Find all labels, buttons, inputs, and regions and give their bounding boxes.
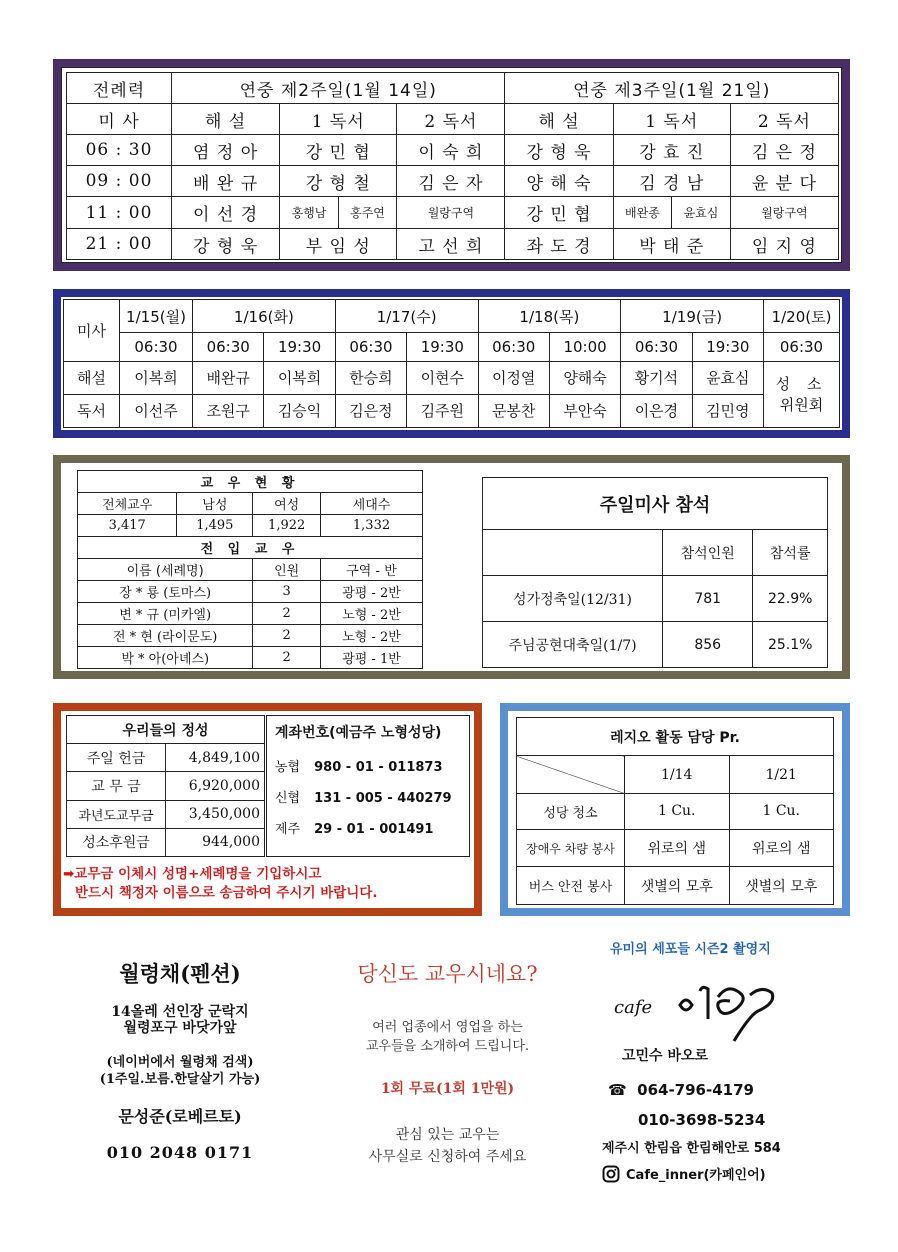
offering-label: 과년도교무금 <box>67 800 166 828</box>
attendance-corner <box>483 530 663 576</box>
assignee: 황기석 <box>621 361 692 394</box>
offering-amount: 3,450,000 <box>166 800 265 828</box>
activity-assignee: 1 Cu. <box>729 794 834 830</box>
mass-time: 06 : 30 <box>67 135 172 166</box>
time-header: 06:30 <box>621 333 692 362</box>
activity-assignee: 샛별의 모후 <box>729 867 834 905</box>
attendance-rate: 25.1% <box>753 622 828 668</box>
attendance-header: 참석률 <box>753 530 828 576</box>
table-row <box>67 772 265 800</box>
sat-line-1: 성 소 <box>775 375 828 394</box>
week2-header: 연중 제2주일(1월 14일) <box>172 73 505 104</box>
time-header: 10:00 <box>549 333 620 362</box>
sunday-schedule-table <box>66 72 839 260</box>
table-row <box>517 794 834 830</box>
assignee: 좌 도 경 <box>505 229 613 260</box>
cafe-logo <box>600 961 840 1043</box>
role-header: 해 설 <box>172 104 280 135</box>
table-row <box>67 166 839 197</box>
account-row <box>275 818 461 837</box>
offerings-table <box>66 715 265 857</box>
row-label: 독서 <box>64 394 120 427</box>
offering-amount: 944,000 <box>166 828 265 856</box>
time-header: 19:30 <box>264 333 335 362</box>
status-value: 1,332 <box>321 515 423 537</box>
time-header: 19:30 <box>692 333 763 362</box>
role-header: 2 독서 <box>397 104 505 135</box>
sunday-schedule-panel <box>53 59 850 271</box>
attendance-header: 참석인원 <box>663 530 753 576</box>
parishioner-status-table <box>77 470 423 669</box>
account-number: 29 - 01 - 001491 <box>314 822 434 837</box>
intro-line: 교우들을 소개하여 드립니다. <box>365 1039 530 1054</box>
assignee: 강 형 욱 <box>172 229 280 260</box>
assignee: 김 은 정 <box>730 135 838 166</box>
liturgical-calendar-header: 전례력 <box>67 73 172 104</box>
assignee: 김민영 <box>692 394 763 427</box>
table-row <box>78 581 423 603</box>
weekday-schedule-panel <box>53 289 850 438</box>
table-row <box>78 647 423 669</box>
legio-corner <box>517 756 625 794</box>
activity-assignee: 샛별의 모후 <box>625 867 730 905</box>
legio-table <box>516 717 834 905</box>
assignee: 이복희 <box>120 361 193 394</box>
cafe-phone-number: 064-796-4179 <box>637 1081 754 1099</box>
assignee: 강 민 협 <box>280 135 397 166</box>
table-row <box>78 625 423 647</box>
assignee: 고 선 희 <box>397 229 505 260</box>
legio-panel <box>500 703 850 916</box>
attendance-title: 주일미사 참석 <box>483 478 828 530</box>
assignee: 임 지 영 <box>730 229 838 260</box>
attendance-rate: 22.9% <box>753 576 828 622</box>
assignee: 박 태 준 <box>613 229 730 260</box>
assignee: 부안숙 <box>549 394 620 427</box>
activity-label: 장애우 차량 봉사 <box>517 829 625 867</box>
activity-assignee: 1 Cu. <box>625 794 730 830</box>
activity-assignee: 위로의 샘 <box>625 829 730 867</box>
pension-line: (네이버에서 월령채 검색) <box>106 1055 254 1070</box>
cafe-ad <box>600 938 840 1183</box>
business-intro-ad <box>315 958 580 1168</box>
assignee: 조원구 <box>193 394 264 427</box>
table-row <box>517 867 834 905</box>
transfer-header: 인원 <box>253 559 321 581</box>
status-header: 전체교우 <box>78 493 177 515</box>
intro-line: 관심 있는 교우는 <box>395 1127 500 1143</box>
pension-line: 14올레 선인장 군락지 <box>111 1004 249 1020</box>
transfer-header: 구역 - 반 <box>321 559 423 581</box>
assignee: 강 효 진 <box>613 135 730 166</box>
role-header: 1 독서 <box>613 104 730 135</box>
cafe-tagline: 유미의 세포들 시즌2 촬영지 <box>610 942 771 957</box>
assignee <box>280 197 397 229</box>
transfer-name: 장 * 룡 (토마스) <box>78 581 253 603</box>
offering-amount: 6,920,000 <box>166 772 265 800</box>
table-row <box>67 135 839 166</box>
assignee: 이정열 <box>478 361 549 394</box>
mass-time: 09 : 00 <box>67 166 172 197</box>
assignee: 배완종 <box>614 197 672 228</box>
offerings-title: 우리들의 정성 <box>67 716 265 744</box>
attendance-event: 성가정축일(12/31) <box>483 576 663 622</box>
cafe-address: 제주시 한림읍 한림해안로 584 <box>602 1141 781 1156</box>
transfer-district: 광평 - 2반 <box>321 581 423 603</box>
assignee: 윤효심 <box>692 361 763 394</box>
mass-label: 미 사 <box>67 104 172 135</box>
transfer-count: 3 <box>253 581 321 603</box>
attendance-count: 781 <box>663 576 753 622</box>
table-row <box>78 603 423 625</box>
intro-line: 사무실로 신청하여 주세요 <box>368 1149 527 1165</box>
day-header: 1/19(금) <box>621 300 764 333</box>
transfer-title: 전 입 교 우 <box>78 537 423 559</box>
bank-name: 제주 <box>275 822 301 837</box>
table-row <box>483 576 828 622</box>
transfer-district: 노형 - 2반 <box>321 603 423 625</box>
assignee: 홍주연 <box>350 206 385 220</box>
assignee: 부 임 성 <box>280 229 397 260</box>
table-row <box>483 622 828 668</box>
activity-label: 버스 안전 봉사 <box>517 867 625 905</box>
assignee: 강 형 철 <box>280 166 397 197</box>
bank-name: 농협 <box>275 760 301 775</box>
account-row <box>275 787 461 806</box>
assignee: 이복희 <box>264 361 335 394</box>
transfer-count: 2 <box>253 625 321 647</box>
assignee: 염 정 아 <box>172 135 280 166</box>
account-number: 980 - 01 - 011873 <box>314 760 443 775</box>
pension-ad <box>60 958 300 1162</box>
offering-label: 교 무 금 <box>67 772 166 800</box>
account-number: 131 - 005 - 440279 <box>314 791 452 806</box>
legio-date: 1/21 <box>729 756 834 794</box>
transfer-name: 변 * 규 (미카엘) <box>78 603 253 625</box>
assignee: 김주원 <box>407 394 478 427</box>
assignee: 이선주 <box>120 394 193 427</box>
time-header: 06:30 <box>764 333 840 362</box>
intro-price: 1회 무료(1회 1만원) <box>380 1081 515 1097</box>
offering-amount: 4,849,100 <box>166 744 265 772</box>
bank-name: 신협 <box>275 791 301 806</box>
parish-status-panel <box>53 455 850 679</box>
instagram-handle: Cafe_inner(카페인어) <box>626 1168 766 1183</box>
day-header: 1/15(월) <box>120 300 193 333</box>
cafe-logo-mark <box>600 961 800 1043</box>
status-value: 3,417 <box>78 515 177 537</box>
assignee: 한승희 <box>335 361 406 394</box>
mass-label: 미사 <box>64 300 120 362</box>
pension-title: 월령채(펜션) <box>119 961 241 986</box>
time-header: 06:30 <box>335 333 406 362</box>
saturday-vocation-committee <box>764 361 840 427</box>
assignee: 이현수 <box>407 361 478 394</box>
table-row <box>67 800 265 828</box>
pension-owner: 문성준(로베르토) <box>118 1107 242 1126</box>
day-header: 1/20(토) <box>764 300 840 333</box>
table-row <box>64 361 840 394</box>
bank-accounts-box <box>266 715 470 857</box>
table-row <box>517 829 834 867</box>
intro-title: 당신도 교우시네요? <box>357 962 538 986</box>
assignee: 양해숙 <box>549 361 620 394</box>
pension-line: (1주일.보름.한달살기 가능) <box>99 1072 261 1087</box>
status-value: 1,922 <box>253 515 321 537</box>
time-header: 06:30 <box>193 333 264 362</box>
cafe-mobile: 010-3698-5234 <box>638 1111 766 1129</box>
role-header: 1 독서 <box>280 104 397 135</box>
account-row <box>275 756 461 775</box>
time-header: 06:30 <box>478 333 549 362</box>
assignee: 윤효심 <box>683 206 719 220</box>
assignee: 강 형 욱 <box>505 135 613 166</box>
assignee: 강 민 협 <box>505 197 613 229</box>
assignee: 양 해 숙 <box>505 166 613 197</box>
activity-assignee: 위로의 샘 <box>729 829 834 867</box>
notice-line-2: 반드시 책정자 이름으로 송금하여 주시기 바랍니다. <box>75 885 378 901</box>
assignee: 배완규 <box>193 361 264 394</box>
time-header: 19:30 <box>407 333 478 362</box>
status-title: 교 우 현 황 <box>78 471 423 493</box>
transfer-district: 노형 - 2반 <box>321 625 423 647</box>
day-header: 1/18(목) <box>478 300 621 333</box>
assignee: 월랑구역 <box>730 197 838 229</box>
status-header: 여성 <box>253 493 321 515</box>
status-value: 1,495 <box>177 515 253 537</box>
table-row <box>64 394 840 427</box>
cafe-phone <box>608 1081 840 1099</box>
pension-phone: 010 2048 0171 <box>106 1143 254 1162</box>
table-row <box>67 744 265 772</box>
phone-icon: ☎ <box>608 1081 627 1099</box>
assignee <box>613 197 730 229</box>
attendance-count: 856 <box>663 622 753 668</box>
assignee: 윤 분 다 <box>730 166 838 197</box>
transfer-name: 전 * 현 (라이문도) <box>78 625 253 647</box>
assignee: 이 선 경 <box>172 197 280 229</box>
assignee: 김 경 남 <box>613 166 730 197</box>
activity-label: 성당 청소 <box>517 794 625 830</box>
offering-label: 주일 헌금 <box>67 744 166 772</box>
transfer-count: 2 <box>253 603 321 625</box>
weekday-schedule-table <box>63 299 840 428</box>
assignee: 이 숙 희 <box>397 135 505 166</box>
table-row <box>67 229 839 260</box>
assignee: 김 은 자 <box>397 166 505 197</box>
transfer-district: 광평 - 1반 <box>321 647 423 669</box>
transfer-notice <box>63 865 473 903</box>
assignee: 김은정 <box>335 394 406 427</box>
attendance-event: 주님공현대축일(1/7) <box>483 622 663 668</box>
assignee: 김승익 <box>264 394 335 427</box>
role-header: 2 독서 <box>730 104 838 135</box>
assignee: 월랑구역 <box>397 197 505 229</box>
table-row <box>67 828 265 856</box>
assignee: 홍행남 <box>280 197 338 228</box>
mass-time: 11 : 00 <box>67 197 172 229</box>
status-header: 세대수 <box>321 493 423 515</box>
pension-line: 월령포구 바닷가앞 <box>123 1020 237 1036</box>
day-header: 1/16(화) <box>193 300 336 333</box>
week3-header: 연중 제3주일(1월 21일) <box>505 73 839 104</box>
row-label: 해설 <box>64 361 120 394</box>
accounts-title: 계좌번호(예금주 노형성당) <box>275 725 442 741</box>
intro-line: 여러 업종에서 영업을 하는 <box>372 1020 523 1035</box>
status-header: 남성 <box>177 493 253 515</box>
offering-label: 성소후원금 <box>67 828 166 856</box>
table-row <box>67 197 839 229</box>
sunday-attendance-table <box>482 477 828 668</box>
cafe-owner: 고민수 바오로 <box>622 1048 709 1064</box>
role-header: 해 설 <box>505 104 613 135</box>
assignee: 배 완 규 <box>172 166 280 197</box>
transfer-count: 2 <box>253 647 321 669</box>
assignee: 문봉찬 <box>478 394 549 427</box>
sat-line-2: 위원회 <box>779 396 824 415</box>
legio-title: 레지오 활동 담당 Pr. <box>517 718 834 756</box>
cafe-instagram <box>602 1164 840 1183</box>
legio-date: 1/14 <box>625 756 730 794</box>
instagram-icon <box>602 1165 620 1183</box>
transfer-header: 이름 (세례명) <box>78 559 253 581</box>
time-header: 06:30 <box>120 333 193 362</box>
day-header: 1/17(수) <box>335 300 478 333</box>
cafe-logo-text: cafe <box>614 997 653 1018</box>
offerings-panel <box>53 703 482 916</box>
mass-time: 21 : 00 <box>67 229 172 260</box>
assignee: 이은경 <box>621 394 692 427</box>
transfer-name: 박 * 아(아녜스) <box>78 647 253 669</box>
notice-line-1: ➡교무금 이체시 성명+세례명을 기입하시고 <box>63 866 322 882</box>
